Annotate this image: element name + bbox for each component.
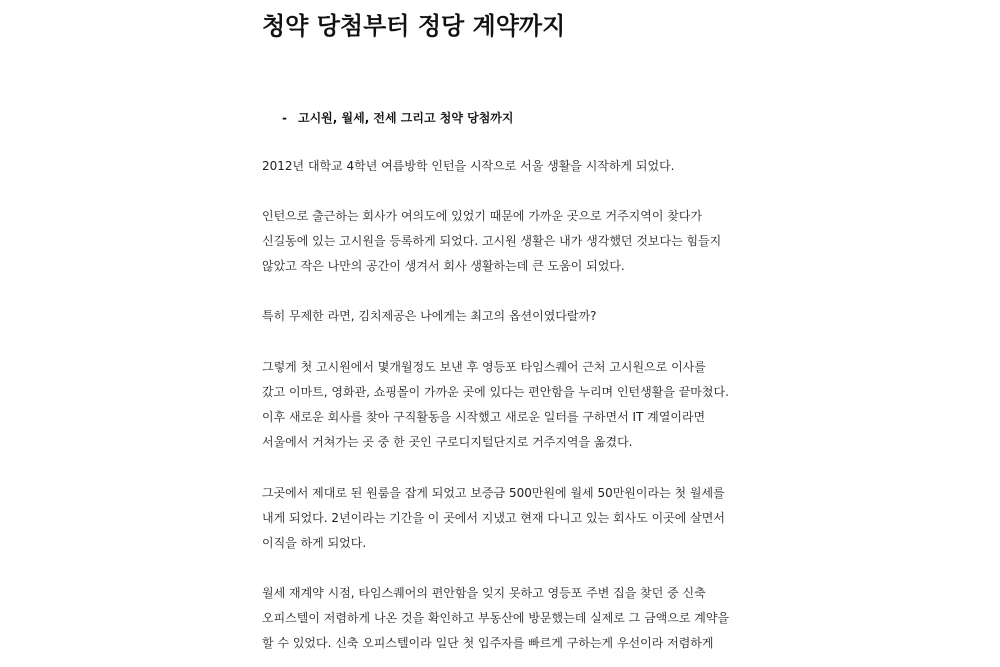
- paragraph-line: 서울에서 거쳐가는 곳 중 한 곳인 구로디지털단지로 거주지역을 옮겼다.: [262, 435, 633, 449]
- paragraph-line: 할 수 있었다. 신축 오피스텔이라 일단 첫 입주자를 빠르게 구하는게 우선이라 저렴하게: [262, 636, 714, 650]
- section-heading-text: 고시원, 월세, 전세 그리고 청약 당첨까지: [298, 111, 514, 125]
- paragraph-line: 그렇게 첫 고시원에서 몇개월정도 보낸 후 영등포 타임스퀘어 근처 고시원으로 이사를: [262, 360, 706, 374]
- paragraph-line: 않았고 작은 나만의 공간이 생겨서 회사 생활하는데 큰 도움이 되었다.: [262, 259, 625, 273]
- paragraph-line: 내게 되었다. 2년이라는 기간을 이 곳에서 지냈고 현재 다니고 있는 회사도 이곳에 살면서: [262, 511, 725, 525]
- paragraph-line: 2012년 대학교 4학년 여름방학 인턴을 시작으로 서울 생활을 시작하게 되었다.: [262, 159, 675, 173]
- paragraph-6: [262, 581, 729, 656]
- paragraph-line: 신길동에 있는 고시원을 등록하게 되었다. 고시원 생활은 내가 생각했던 것보다는 힘들지: [262, 234, 722, 248]
- bullet-dash: -: [282, 111, 287, 125]
- paragraph-3: [262, 304, 596, 329]
- paragraph-line: 그곳에서 제대로 된 원룸을 잡게 되었고 보증금 500만원에 월세 50만원이라는 첫 월세를: [262, 486, 725, 500]
- paragraph-4: [262, 355, 729, 455]
- paragraph-line: 인턴으로 출근하는 회사가 여의도에 있었기 때문에 가까운 곳으로 거주지역이 찾다가: [262, 209, 703, 223]
- paragraph-line: 이후 새로운 회사를 찾아 구직활동을 시작했고 새로운 일터를 구하면서 IT 계열이라면: [262, 410, 706, 424]
- paragraph-5: [262, 481, 725, 556]
- paragraph-line: 월세 재계약 시점, 타임스퀘어의 편안함을 잊지 못하고 영등포 주변 집을 찾던 중 신축: [262, 586, 706, 600]
- paragraph-line: 특히 무제한 라면, 김치제공은 나에게는 최고의 옵션이였다랄까?: [262, 309, 597, 323]
- paragraph-2: [262, 204, 721, 279]
- paragraph-1: [262, 154, 675, 179]
- paragraph-line: 오피스텔이 저렴하게 나온 것을 확인하고 부동산에 방문했는데 실제로 그 금액으로 계약을: [262, 611, 730, 625]
- paragraph-line: 갔고 이마트, 영화관, 쇼핑몰이 가까운 곳에 있다는 편안함을 누리며 인턴생활을 끝마쳤다.: [262, 385, 729, 399]
- paragraph-line: 이직을 하게 되었다.: [262, 536, 367, 550]
- document-title: 청약 당첨부터 정당 계약까지: [262, 12, 566, 40]
- section-heading: [282, 109, 513, 126]
